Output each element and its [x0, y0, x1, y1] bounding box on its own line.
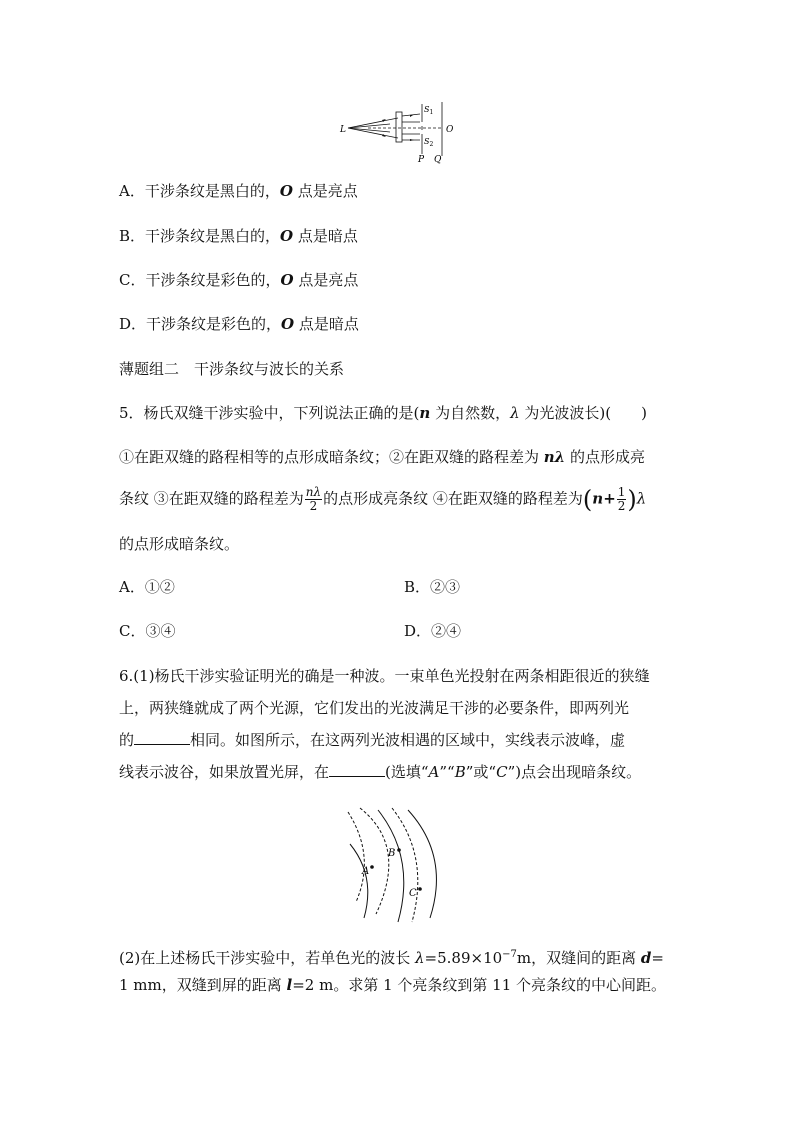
q5-stem: 5．杨氏双缝干涉实验中，下列说法正确的是(n 为自然数，λ 为光波波长)( ) — [119, 404, 647, 422]
point-B — [397, 848, 401, 852]
q4-option-d: D．干涉条纹是彩色的，O 点是暗点 — [119, 315, 359, 333]
label-S2: $S_2$ — [424, 137, 434, 148]
q6-line-4: 线表示波谷，如果放置光屏，在 (选填“A”“B”或“C”)点会出现暗条纹。 — [119, 763, 642, 781]
fraction-n-lambda-over-2: $\frac{n\lambda}{2}$ — [305, 485, 322, 513]
q4-option-a: A．干涉条纹是黑白的，O 点是亮点 — [119, 182, 358, 200]
label-L: L — [340, 125, 346, 135]
q4-option-b: B．干涉条纹是黑白的，O 点是暗点 — [119, 227, 358, 245]
q5-statement-line-3: 的点形成暗条纹。 — [119, 535, 240, 553]
answer-blank-1[interactable] — [134, 730, 190, 745]
q5-option-a: A．①② — [119, 578, 175, 596]
q6-part2-line-1: (2)在上述杨氏干涉实验中，若单色光的波长 $\lambda=5.89\times 10^{-7}m$，双缝间的距离 d= — [119, 949, 664, 967]
label-C: C — [409, 888, 417, 899]
label-O: O — [446, 125, 454, 135]
wavefront-figure — [346, 806, 450, 924]
q5-option-c: C．③④ — [119, 622, 176, 640]
q5-option-d: D．②④ — [404, 622, 462, 640]
label-A: A — [362, 866, 370, 877]
label-B: B — [388, 848, 396, 859]
q5-statement-line-1: ①在距双缝的路程相等的点形成暗条纹；②在距双缝的路程差为 nλ 的点形成亮 — [119, 448, 645, 466]
q5-statement-line-2: 条纹 ③在距双缝的路程差为 $\frac{n\lambda}{2}$ 的点形成亮条纹 ④在距双缝的路程差为(n+ $\frac{1}{2}$ )λ — [119, 485, 647, 514]
label-S1: $S_1$ — [424, 105, 434, 116]
label-P: P — [418, 155, 425, 164]
q5-option-b: B．②③ — [404, 578, 461, 596]
section-title: 薄题组二 干涉条纹与波长的关系 — [119, 360, 345, 378]
point-C — [418, 887, 422, 891]
q4-option-c: C．干涉条纹是彩色的，O 点是亮点 — [119, 271, 359, 289]
double-slit-figure — [338, 100, 462, 164]
q6-part2-line-2: 1 mm，双缝到屏的距离 l=2 m。求第 1 个亮条纹到第 11 个亮条纹的中心间距。 — [119, 976, 667, 994]
point-A — [370, 865, 374, 869]
q6-line-2: 上，两狭缝就成了两个光源，它们发出的光波满足干涉的必要条件，即两列光 — [119, 699, 630, 717]
answer-blank-2[interactable] — [329, 762, 385, 777]
fraction-one-half: $\frac{1}{2}$ — [617, 485, 626, 513]
label-Q: Q — [434, 155, 442, 164]
q6-line-1: 6.(1)杨氏干涉实验证明光的确是一种波。一束单色光投射在两条相距很近的狭缝 — [119, 667, 650, 685]
q6-line-3: 的 相同。如图所示，在这两列光波相遇的区域中，实线表示波峰，虚 — [119, 731, 626, 749]
